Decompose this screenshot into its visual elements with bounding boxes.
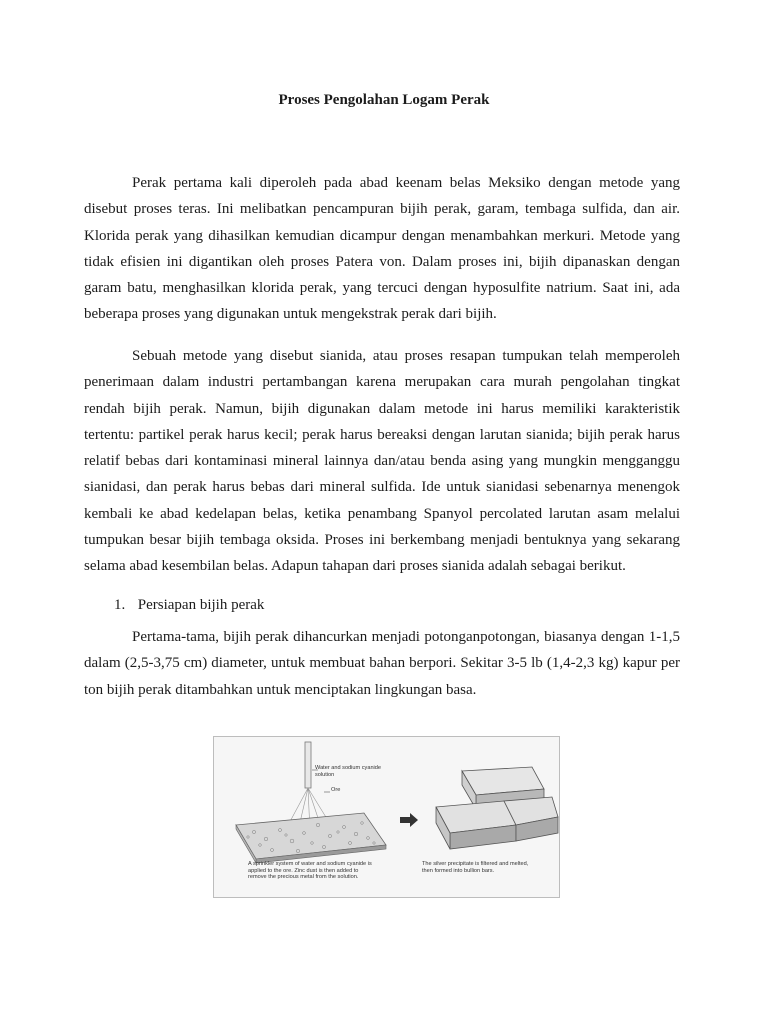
- water-solution-label: Water and sodium cyanide solution: [315, 765, 382, 778]
- list-number: 1.: [114, 597, 126, 613]
- figure-caption-left: A sprinkler system of water and sodium cyanide is applied to the ore. Zinc dust is then added to remove the precious metal from the solution.: [248, 861, 372, 881]
- process-figure: [213, 736, 560, 898]
- paragraph-1: Perak pertama kali diperoleh pada abad keenam belas Meksiko dengan metode yang disebut proses teras. Ini melibatkan pencampuran bijih perak, garam, tembaga sulfida, dan air. Klorida perak yang dihasilkan kemudian dicampur dengan menambahkan merkuri. Metode yang tidak efisien ini digantikan oleh proses Patera von. Dalam proses ini, bijih dipanaskan dengan garam batu, menghasilkan klorida perak, yang tercuci dengan hyposulfite natrium. Saat ini, ada beberapa proses yang digunakan untuk mengekstrak perak dari bijih.: [84, 175, 680, 323]
- paragraph-2: Sebuah metode yang disebut sianida, atau proses resapan tumpukan telah memperoleh penerimaan dalam industri pertambangan karena merupakan cara murah pengolahan tingkat rendah bijih perak. Namun, bijih digunakan dalam metode ini harus memiliki karakteristik tertentu: partikel perak harus kecil; perak harus bereaksi dengan larutan sianida; bijih perak harus relatif bebas dari kontaminasi mineral lainnya dan/atau benda asing yang mungkin mengganggu sianidasi, dan perak harus bebas dari mineral sulfida. Ide untuk sianidasi sebenarnya menengok kembali ke abad kedelapan belas, ketika penambang Spanyol percolated larutan asam melalui tumpukan besar bijih tembaga oksida. Proses ini berkembang menjadi bentuknya yang sekarang selama abad kesembilan belas. Adapun tahapan dari proses sianida adalah sebagai berikut.: [84, 348, 680, 575]
- paragraph-3: Pertama-tama, bijih perak dihancurkan menjadi potonganpotongan, biasanya dengan 1-1,5 dalam (2,5-3,75 cm) diameter, untuk membuat bahan berpori. Sekitar 3-5 lb (1,4-2,3 kg) kapur per ton bijih perak ditambahkan untuk menciptakan lingkungan basa.: [84, 629, 680, 698]
- ore-slab-icon: [236, 813, 386, 863]
- list-heading: Persiapan bijih perak: [137, 597, 265, 613]
- arrow-right-icon: [400, 813, 418, 827]
- list-item-1: [114, 597, 264, 614]
- bullion-bars-icon: [436, 767, 558, 849]
- figure-caption-right: The silver precipitate is filtered and melted, then formed into bullion bars.: [422, 861, 529, 874]
- page-title: Proses Pengolahan Logam Perak: [278, 92, 490, 108]
- ore-label: Ore: [331, 787, 341, 793]
